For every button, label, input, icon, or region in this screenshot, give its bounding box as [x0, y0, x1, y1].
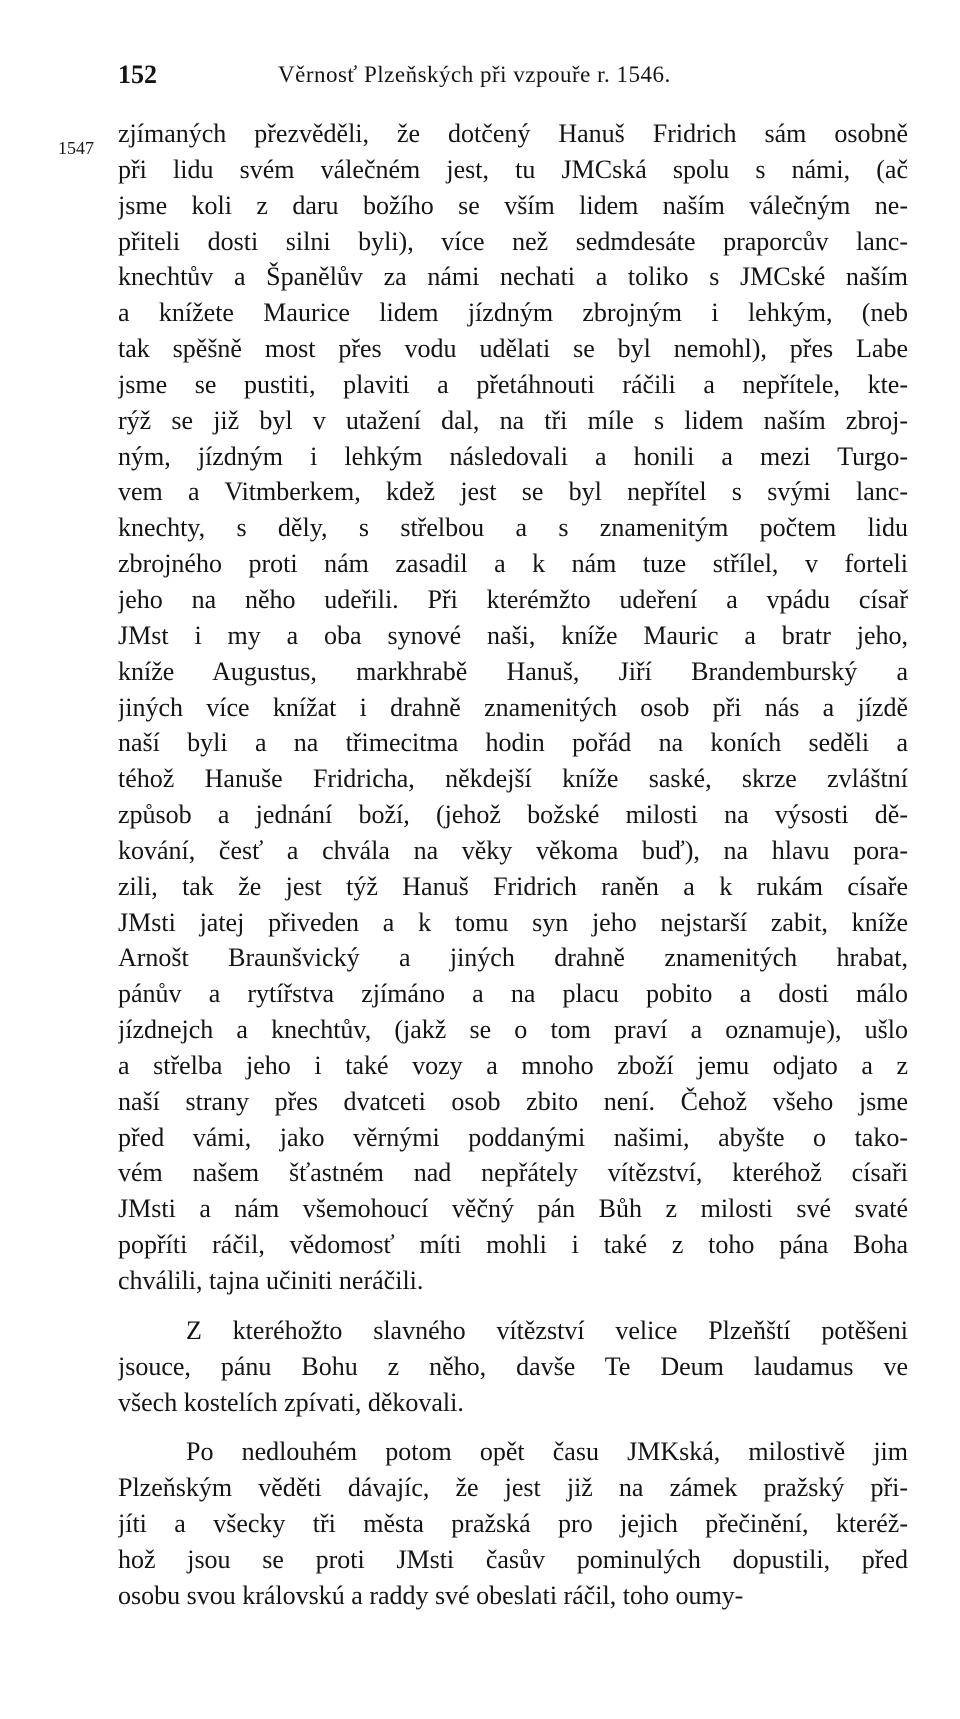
running-head [118, 60, 908, 100]
paragraph [118, 116, 908, 1299]
text-line: jiných více knížat i drahně znamenitých osob při nás a jízdě [118, 692, 908, 722]
text-line: Arnošt Braunšvický a jiných drahně znamenitých hrabat, [118, 943, 908, 973]
text-line: zbrojného proti nám zasadil a k nám tuze střílel, v forteli [118, 549, 908, 579]
text-line: kníže Augustus, markhrabě Hanuš, Jiří Brandemburský a [118, 656, 908, 686]
text-line: jíti a všecky tři města pražská pro jejich přečinění, kteréž- [118, 1509, 908, 1539]
text-line: všech kostelích zpívati, děkovali. [118, 1387, 464, 1417]
text-line: Po nedlouhém potom opět času JMKská, milostivě jim [186, 1437, 908, 1467]
text-line: knechty, s děly, s střelbou a s znamenitým počtem lidu [118, 513, 908, 543]
text-line: chválili, tajna učiniti neráčili. [118, 1266, 424, 1295]
text-line: jeho na něho udeřili. Při kterémžto udeření a vpádu císař [118, 584, 908, 614]
text-line: při lidu svém válečném jest, tu JMCská spolu s námi, (ač [118, 154, 908, 184]
margin-year-note: 1547 [58, 138, 94, 158]
text-line: zjímaných přezvěděli, že dotčený Hanuš Fridrich sám osobně [118, 119, 908, 148]
text-line: jsme se pustiti, plaviti a přetáhnouti ráčili a nepřítele, kte- [118, 369, 908, 399]
text-line: JMst i my a oba synové naši, kníže Mauric a bratr jeho, [118, 620, 908, 650]
text-line: Z kteréhožto slavného vítězství velice Plzeňští potěšeni [186, 1315, 908, 1345]
text-line: JMsti jatej přiveden a k tomu syn jeho nejstarší zabit, kníže [118, 907, 908, 937]
text-line: osobu svou královskú a raddy své obeslati ráčil, toho oumy- [118, 1580, 744, 1610]
text-line: a knížete Maurice lidem jízdným zbrojným i lehkým, (neb [118, 298, 908, 328]
text-line: naší strany přes dvatceti osob zbito není. Čehož všeho jsme [118, 1086, 908, 1116]
text-body [118, 116, 908, 1614]
text-line: ným, jízdným i lehkým následovali a honili a mezi Turgo- [118, 441, 908, 471]
text-line: Plzeňským věděti dávajíc, že jest již na zámek pražský při- [118, 1473, 908, 1503]
text-line: zili, tak že jest týž Hanuš Fridrich raněn a k rukám císaře [118, 871, 908, 901]
paragraph [118, 1313, 908, 1421]
page-number: 152 [118, 60, 157, 89]
text-line: pánův a rytířstva zjímáno a na placu pobito a dosti málo [118, 979, 908, 1009]
text-line: jízdnejch a knechtův, (jakž se o tom praví a oznamuje), ušlo [118, 1015, 908, 1045]
text-line: naší byli a na třimecitma hodin pořád na koních seděli a [118, 728, 908, 758]
paragraph-gap [118, 1420, 908, 1434]
text-line: kování, česť a chvála na věky věkoma buď), na hlavu pora- [118, 835, 908, 865]
text-line: vem a Vitmberkem, kdež jest se byl nepřítel s svými lanc- [118, 477, 908, 507]
text-line: téhož Hanuše Fridricha, někdejší kníže saské, skrze zvláštní [118, 764, 908, 794]
paragraph [118, 1434, 908, 1613]
text-line: způsob a jednání boží, (jehož božské milosti na výsosti dě- [118, 800, 908, 830]
text-line: vém našem šťastném nad nepřátely vítězství, kteréhož císaři [118, 1158, 908, 1188]
text-line: před vámi, jako věrnými poddanými našimi, abyšte o tako- [118, 1122, 908, 1152]
text-line: přiteli dosti silni byli), více než sedmdesáte praporcův lanc- [118, 226, 908, 256]
text-line: jsme koli z daru božího se vším lidem naším válečným ne- [118, 190, 908, 220]
text-line: tak spěšně most přes vodu udělati se byl nemohl), přes Labe [118, 334, 908, 364]
text-line: JMsti a nám všemohoucí věčný pán Bůh z milosti své svaté [118, 1194, 908, 1224]
text-line: knechtův a Španělův za námi nechati a toliko s JMCské naším [118, 262, 908, 292]
text-line: rýž se již byl v utažení dal, na tři míle s lidem naším zbroj- [118, 405, 908, 435]
page-header-title: Věrnosť Plzeňských při vzpouře r. 1546. [278, 62, 671, 87]
text-line: jsouce, pánu Bohu z něho, davše Te Deum laudamus ve [118, 1351, 908, 1381]
paragraph-gap [118, 1299, 908, 1313]
text-line: a střelba jeho i také vozy a mnoho zboží jemu odjato a z [118, 1050, 908, 1080]
text-line: popříti ráčil, vědomosť míti mohli i také z toho pána Boha [118, 1230, 908, 1260]
text-line: hož jsou se proti JMsti časův pominulých dopustili, před [118, 1544, 908, 1574]
